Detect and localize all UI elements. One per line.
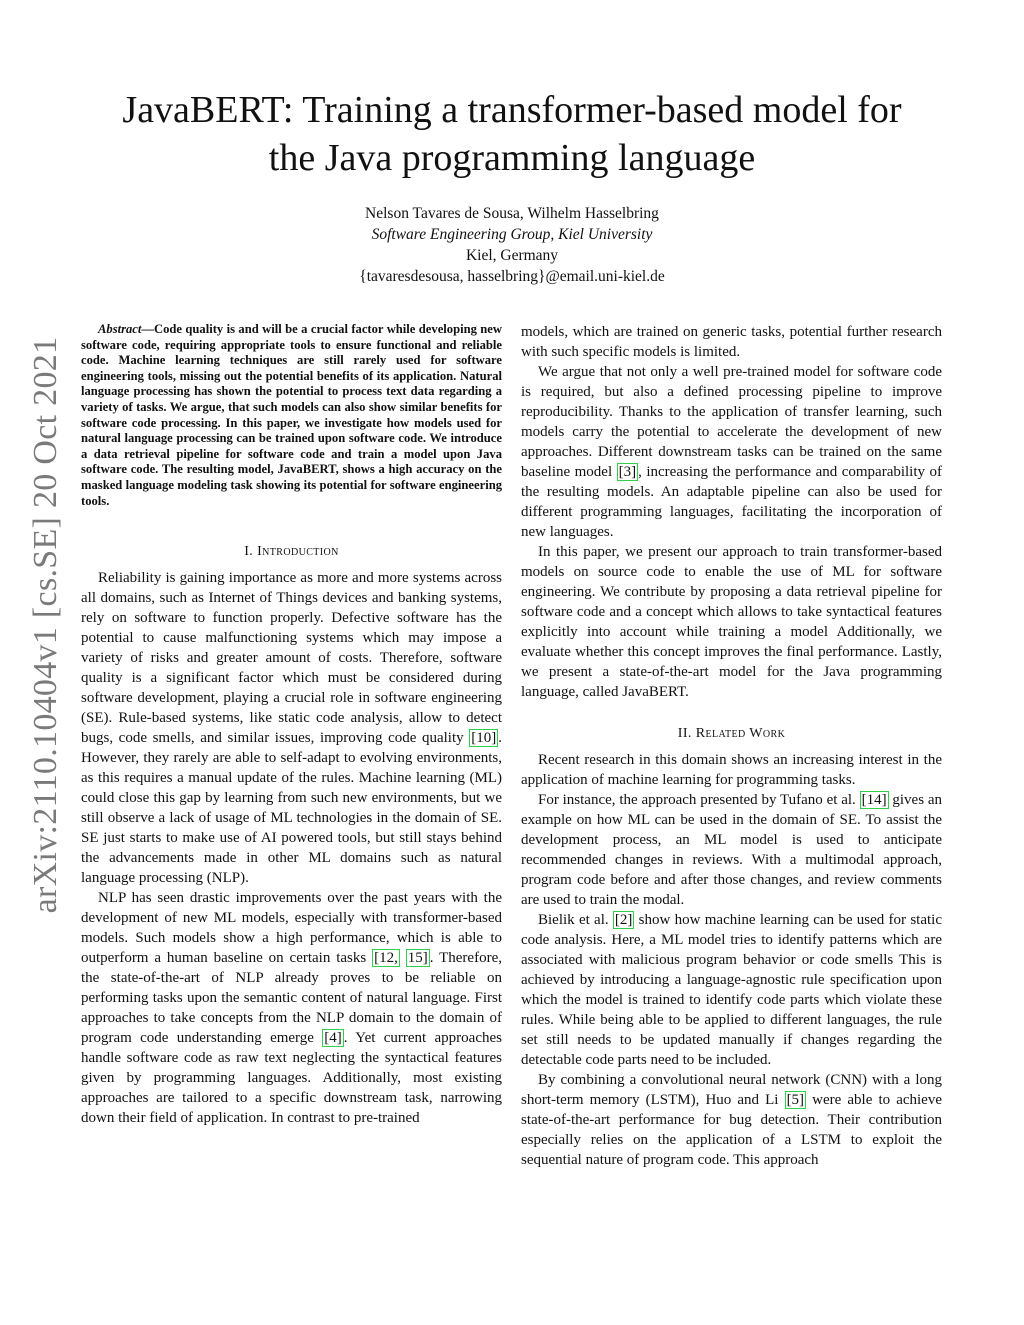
paragraph-text: Bielik et al. bbox=[538, 912, 613, 928]
paragraph-text: Reliability is gaining importance as more and more systems across all domains, such as Internet of Things devices and banking systems, rely on software to function properly. Defective software has the potential to cause malfunctioning systems which may impose a variety of risks and greater amount of costs. Therefore, software quality is a significant factor which must be considered during software development, playing a crucial role in software engineering (SE). Rule-based systems, like static code analysis, allow to detect bugs, code smells, and similar issues, improving code quality bbox=[81, 570, 502, 747]
citation-link[interactable]: 15] bbox=[407, 950, 428, 967]
paragraph-text: . However, they rarely are able to self-adapt to evolving environments, as this requires a manual update of the rules. Machine learning (ML) could close this gap by learning from such new environments, but we still observe a lack of usage of ML technologies in the domain of SE. SE just starts to make use of AI powered tools, but still stays behind the advancements made in other ML domains such as natural language processing (NLP). bbox=[81, 730, 502, 887]
paragraph-text: were able to achieve state-of-the-art performance for bug detection. Their contribution especially relies on the application of a LSTM to exploit the sequential nature of program code. This approach bbox=[521, 1092, 942, 1168]
abstract bbox=[81, 322, 502, 509]
related-paragraph-3 bbox=[521, 910, 942, 1070]
arxiv-identifier: arXiv:2110.10404v1 [cs.SE] 20 Oct 2021 bbox=[27, 336, 64, 914]
paragraph-text: , increasing the performance and comparability of the resulting models. An adaptable pipeline can also be used for different programming languages, facilitating the incorporation of new languages. bbox=[521, 464, 943, 540]
paper-title bbox=[60, 86, 964, 182]
title-line-1: JavaBERT: Training a transformer-based model for bbox=[122, 89, 902, 131]
author-block bbox=[0, 203, 1024, 287]
paragraph-text: NLP has seen drastic improvements over the past years with the development of new ML models, especially with transformer-based models. Such models show a high performance, which is able to outperform a human baseline on certain tasks bbox=[81, 890, 502, 967]
author-email: {tavaresdesousa, hasselbring}@email.uni-kiel.de bbox=[359, 268, 665, 285]
paragraph-text: show how machine learning can be used for static code analysis. Here, a ML model tries to identify patterns which are associated with malicious program behavior or code smells This is achieved by introducing a language-agnostic rule specification upon which the model is trained to identify code parts which violate these rules. While being able to be applied to different languages, the rule set still needs to be updated manually if changes regarding the detectable code parts need to be included. bbox=[521, 912, 942, 1068]
section-title: Introduction bbox=[257, 544, 339, 560]
abstract-label: Abstract bbox=[98, 322, 142, 336]
intro-paragraph-4: In this paper, we present our approach to train transformer-based models on source code to enable the use of ML for software engineering. We contribute by proposing a data retrieval pipeline for software code and a concept which allows to take syntactical features explicitly into account while training a model Additionally, we evaluate whether this concept improves the final performance. Lastly, we present a state-of-the-art model for the Java programming language, called JavaBERT. bbox=[521, 544, 942, 700]
section-number: I. bbox=[244, 544, 254, 560]
section-number: II. bbox=[677, 726, 692, 741]
paragraph-text: . Therefore, the state-of-the-art of NLP already proves to be reliable on performing tasks upon the semantic content of natural language. First approaches to take concepts from the NLP domain to the domain of program code understanding emerge bbox=[81, 950, 502, 1047]
citation-link[interactable]: [12, bbox=[374, 950, 398, 967]
citation-link[interactable]: [4] bbox=[324, 1030, 342, 1047]
paragraph-text: By combining a convolutional neural network (CNN) with a long short-term memory (LSTM), Huo and Li bbox=[521, 1072, 942, 1108]
section-heading-introduction bbox=[81, 542, 502, 562]
section-heading-related-work bbox=[521, 724, 942, 744]
citation-link[interactable]: [2] bbox=[614, 912, 633, 928]
citation-link[interactable]: [3] bbox=[618, 464, 637, 480]
intro-paragraph-1 bbox=[81, 568, 502, 888]
citation-link[interactable]: [5] bbox=[786, 1092, 805, 1108]
related-paragraph-1: Recent research in this domain shows an increasing interest in the application of machine learning for programming tasks. bbox=[521, 752, 942, 788]
related-paragraph-2 bbox=[521, 790, 942, 910]
right-column bbox=[521, 322, 942, 1170]
left-column bbox=[81, 322, 502, 1128]
author-affiliation: Software Engineering Group, Kiel University bbox=[371, 226, 653, 243]
citation-link[interactable]: [14] bbox=[861, 792, 887, 808]
author-location: Kiel, Germany bbox=[465, 247, 559, 264]
citation-link[interactable]: [10] bbox=[471, 730, 497, 747]
abstract-text: —Code quality is and will be a crucial factor while developing new software code, requiring appropriate tools to ensure functional and reliable code. Machine learning techniques are still rarely used for software engineering tools, missing out the potential benefits of its application. Natural language processing has shown the potential to process text data regarding a variety of tasks. We argue, that such models can also show similar benefits for software code processing. In this paper, we investigate how models used for natural language processing can be trained upon software code. We introduce a data retrieval pipeline for software code and train a model upon Java software code. The resulting model, JavaBERT, shows a high accuracy on the masked language modeling task showing its potential for software engineering tools. bbox=[81, 322, 502, 508]
intro-paragraph-3 bbox=[521, 362, 942, 542]
related-paragraph-4 bbox=[521, 1070, 942, 1170]
title-line-2: the Java programming language bbox=[268, 137, 756, 179]
paragraph-text: gives an example on how ML can be used in the domain of SE. To assist the development process, an ML model is used to anticipate recommended changes in reviews. With a multimodal approach, program code before and after those changes, and review comments are used to train the modal. bbox=[521, 792, 942, 908]
author-names: Nelson Tavares de Sousa, Wilhelm Hasselbring bbox=[365, 205, 659, 222]
intro-paragraph-continued: models, which are trained on generic tasks, potential further research with such specific models is limited. bbox=[521, 324, 942, 360]
paragraph-text: For instance, the approach presented by Tufano et al. bbox=[538, 792, 860, 808]
section-title: Related Work bbox=[695, 726, 786, 741]
paragraph-text: . Yet current approaches handle software code as raw text neglecting the syntactical features given by programming languages. Additionally, most existing approaches are tailored to a specific downstream task, narrowing down their field of application. In contrast to pre-trained bbox=[81, 1030, 502, 1127]
paragraph-text: We argue that not only a well pre-trained model for software code is required, but also a defined processing pipeline to improve reproducibility. Thanks to the application of transfer learning, such models carry the potential to accelerate the development of new approaches. Different downstream tasks can be trained on the same baseline model bbox=[521, 364, 942, 480]
intro-paragraph-2 bbox=[81, 888, 502, 1128]
